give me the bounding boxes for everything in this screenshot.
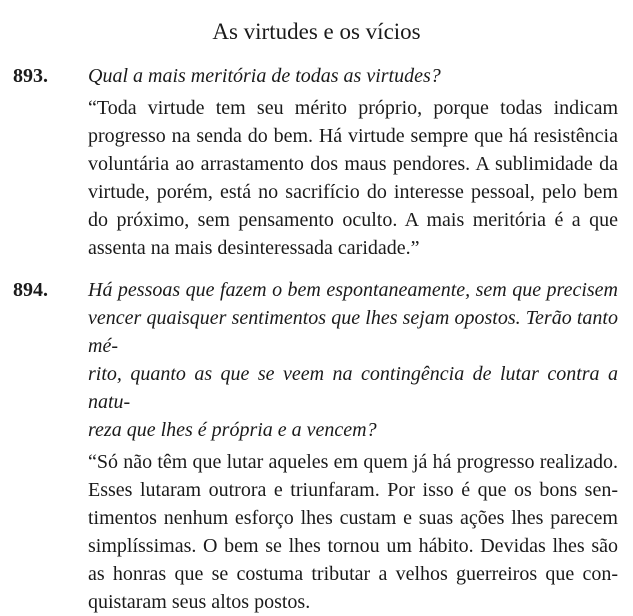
answer-line: “Só não têm que lutar aqueles em quem já há progresso realizado.: [88, 451, 618, 473]
answer-line: assenta na mais desinteressada caridade.”: [88, 237, 420, 259]
answer-line: virtude, porém, está no sacrifício do interesse pessoal, pelo bem: [88, 181, 618, 203]
answer-text: [88, 94, 618, 262]
answer-line: voluntária ao arrastamento dos maus pendores. A sublimidade da: [88, 153, 618, 175]
answer-line: progresso na senda do bem. Há virtude sempre que há resistência: [88, 125, 618, 147]
answer-line: timentos nenhum esforço lhes custam e suas ações lhes parecem: [88, 507, 618, 529]
question-number: 894.: [13, 279, 48, 301]
question-line: Há pessoas que fazem o bem espontaneamente, sem que precisem: [88, 279, 618, 301]
answer-line: do próximo, sem pensamento oculto. A mais meritória é a que: [88, 209, 618, 231]
question-number: 893.: [13, 65, 48, 87]
question-text: [88, 276, 618, 444]
answer-line: “Toda virtude tem seu mérito próprio, porque todas indicam: [88, 97, 618, 119]
answer-text: [88, 448, 618, 616]
entry-body: [88, 276, 618, 616]
entry-body: [88, 62, 618, 262]
question-line: vencer quaisquer sentimentos que lhes sejam opostos. Terão tanto mé-: [88, 307, 618, 357]
question-line: Qual a mais meritória de todas as virtudes?: [88, 65, 441, 87]
answer-line: as honras que se costuma tributar a velhos guerreiros que con-: [88, 563, 618, 585]
question-text: [88, 62, 618, 90]
question-line: rito, quanto as que se veem na contingência de lutar contra a natu-: [88, 363, 618, 413]
answer-line: quistaram seus altos postos.: [88, 591, 311, 613]
question-line: reza que lhes é própria e a vencem?: [88, 419, 377, 441]
answer-line: Esses lutaram outrora e triunfaram. Por isso é que os bons sen-: [88, 479, 618, 501]
section-title: As virtudes e os vícios: [212, 19, 421, 44]
answer-line: simplíssimas. O bem se lhes tornou um hábito. Devidas lhes são: [88, 535, 618, 557]
